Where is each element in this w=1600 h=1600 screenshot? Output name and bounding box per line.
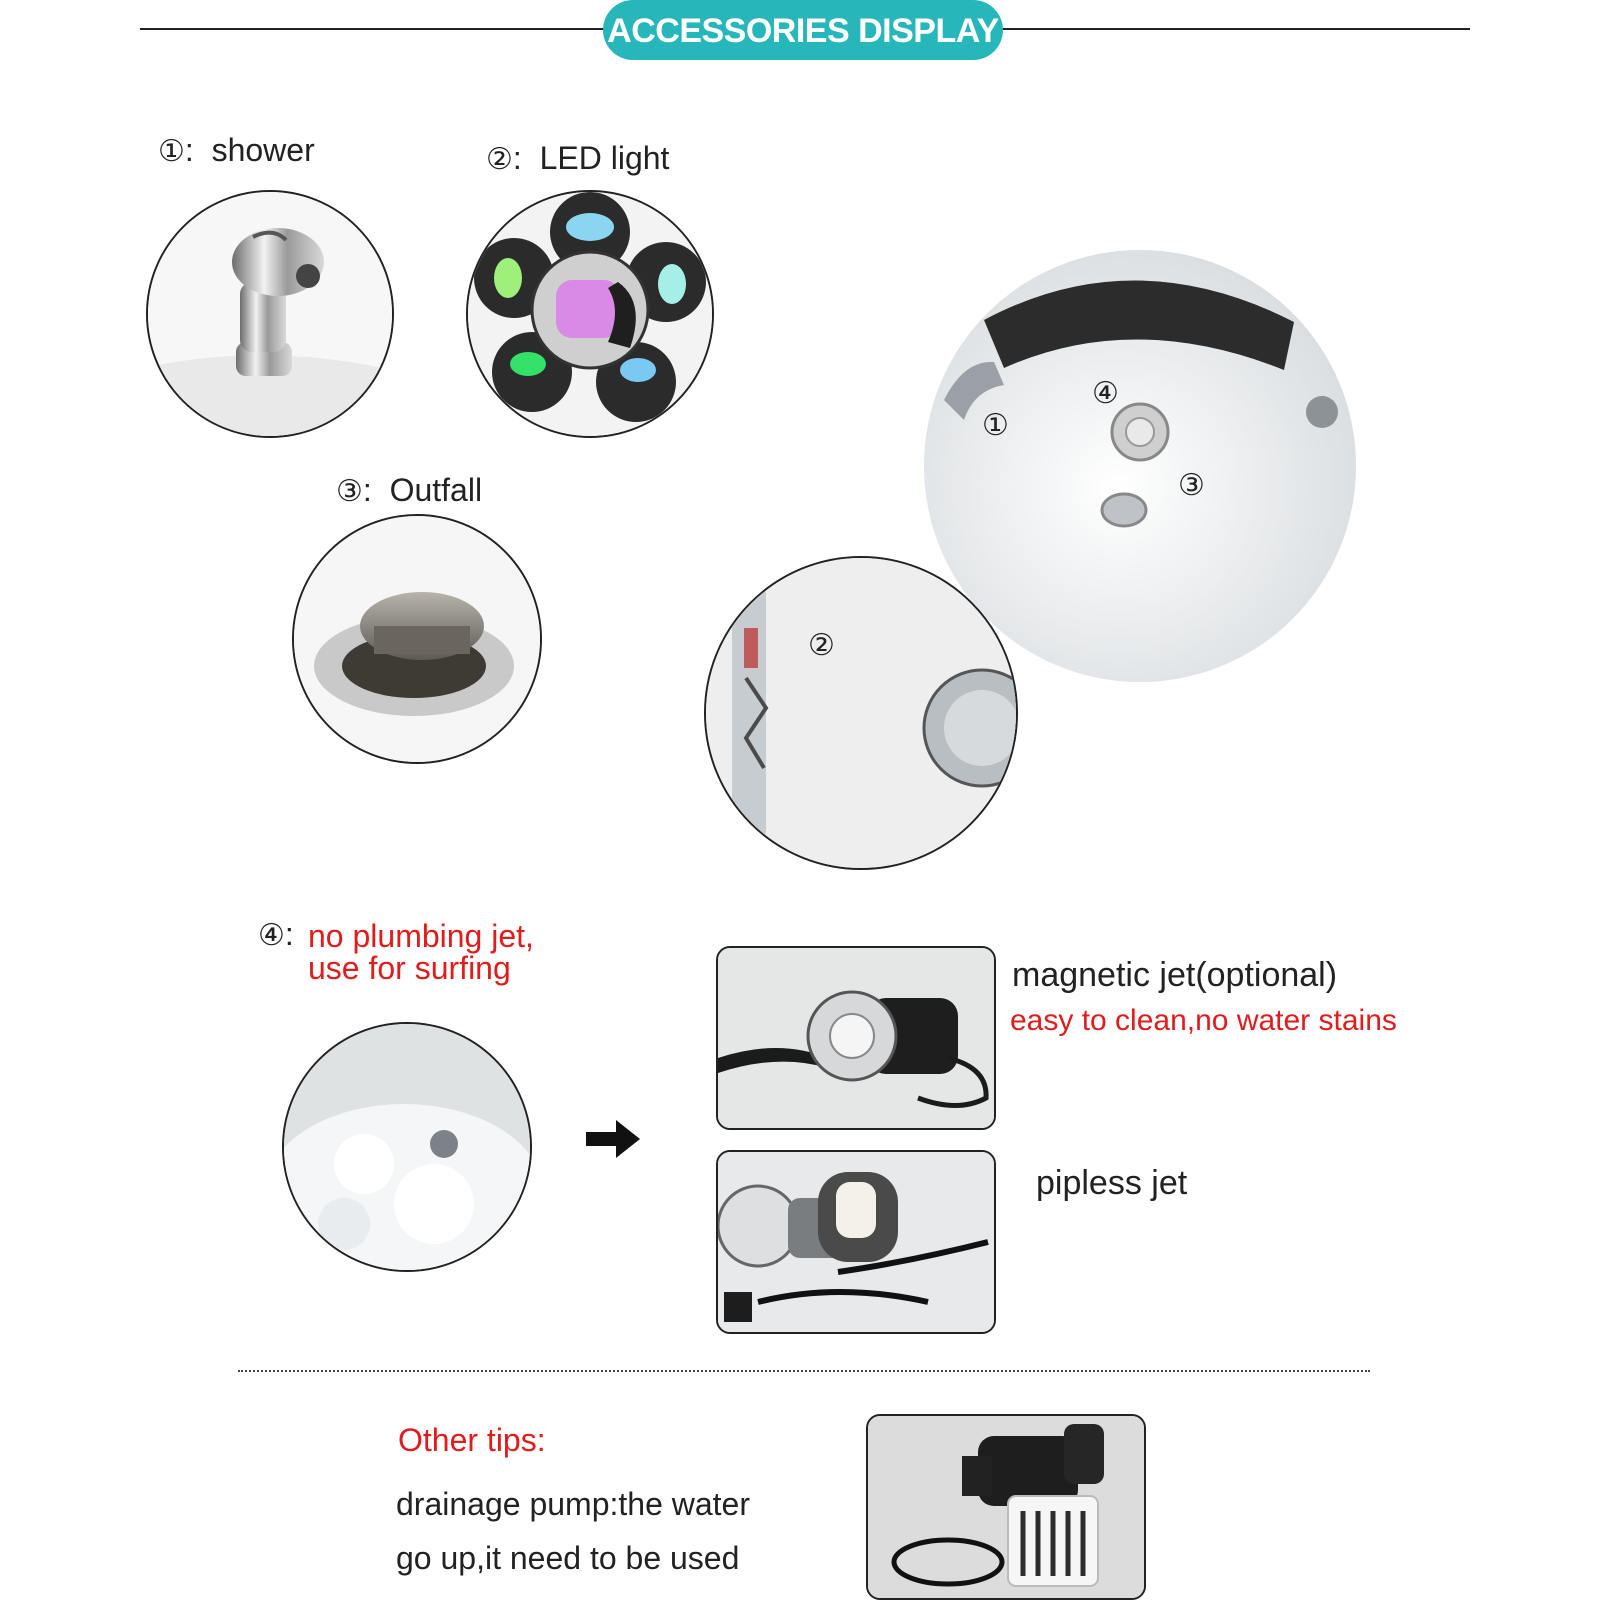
magnetic-jet-title: magnetic jet(optional) — [1012, 956, 1338, 994]
marker-4: ④ — [258, 919, 285, 952]
marker-3: ③ — [336, 475, 363, 508]
tips-title: Other tips: — [398, 1422, 546, 1458]
header-rule-right — [1000, 28, 1470, 30]
jet-note-line1: no plumbing jet, — [308, 918, 534, 954]
magnetic-jet-image — [716, 946, 996, 1130]
header-rule-left — [140, 28, 605, 30]
shower-label: ①: shower — [158, 132, 315, 168]
section-divider — [238, 1370, 1370, 1372]
outfall-label: ③: Outfall — [336, 472, 483, 508]
outfall-image — [292, 514, 542, 764]
tub-marker-2: ② — [808, 629, 835, 662]
jet-note-line2: use for surfing — [308, 950, 511, 986]
page-title: ACCESSORIES DISPLAY — [603, 0, 1003, 60]
shower-label-text: shower — [211, 132, 315, 168]
tips-line1: drainage pump:the water — [396, 1486, 750, 1522]
magnetic-jet-note: easy to clean,no water stains — [1010, 1004, 1397, 1037]
led-light-image — [466, 190, 714, 438]
led-light-label: ②: LED light — [486, 140, 670, 176]
surfing-jet-image — [282, 1022, 532, 1272]
jet-note: ④: — [258, 916, 294, 952]
arrow-right-icon — [586, 1120, 640, 1158]
marker-2: ② — [486, 143, 513, 176]
pipless-jet-title: pipless jet — [1036, 1164, 1188, 1202]
tub-marker-1: ① — [982, 409, 1009, 442]
tub-marker-4: ④ — [1092, 377, 1119, 410]
tub-marker-3: ③ — [1178, 469, 1205, 502]
led-light-label-text: LED light — [539, 140, 670, 176]
shower-image — [146, 190, 394, 438]
tub-overview-image — [924, 250, 1356, 682]
pipless-jet-image — [716, 1150, 996, 1334]
drainage-pump-image — [866, 1414, 1146, 1600]
tips-line2: go up,it need to be used — [396, 1540, 740, 1576]
marker-1: ① — [158, 135, 185, 168]
led-detail-image — [704, 556, 1018, 870]
outfall-label-text: Outfall — [389, 472, 483, 508]
